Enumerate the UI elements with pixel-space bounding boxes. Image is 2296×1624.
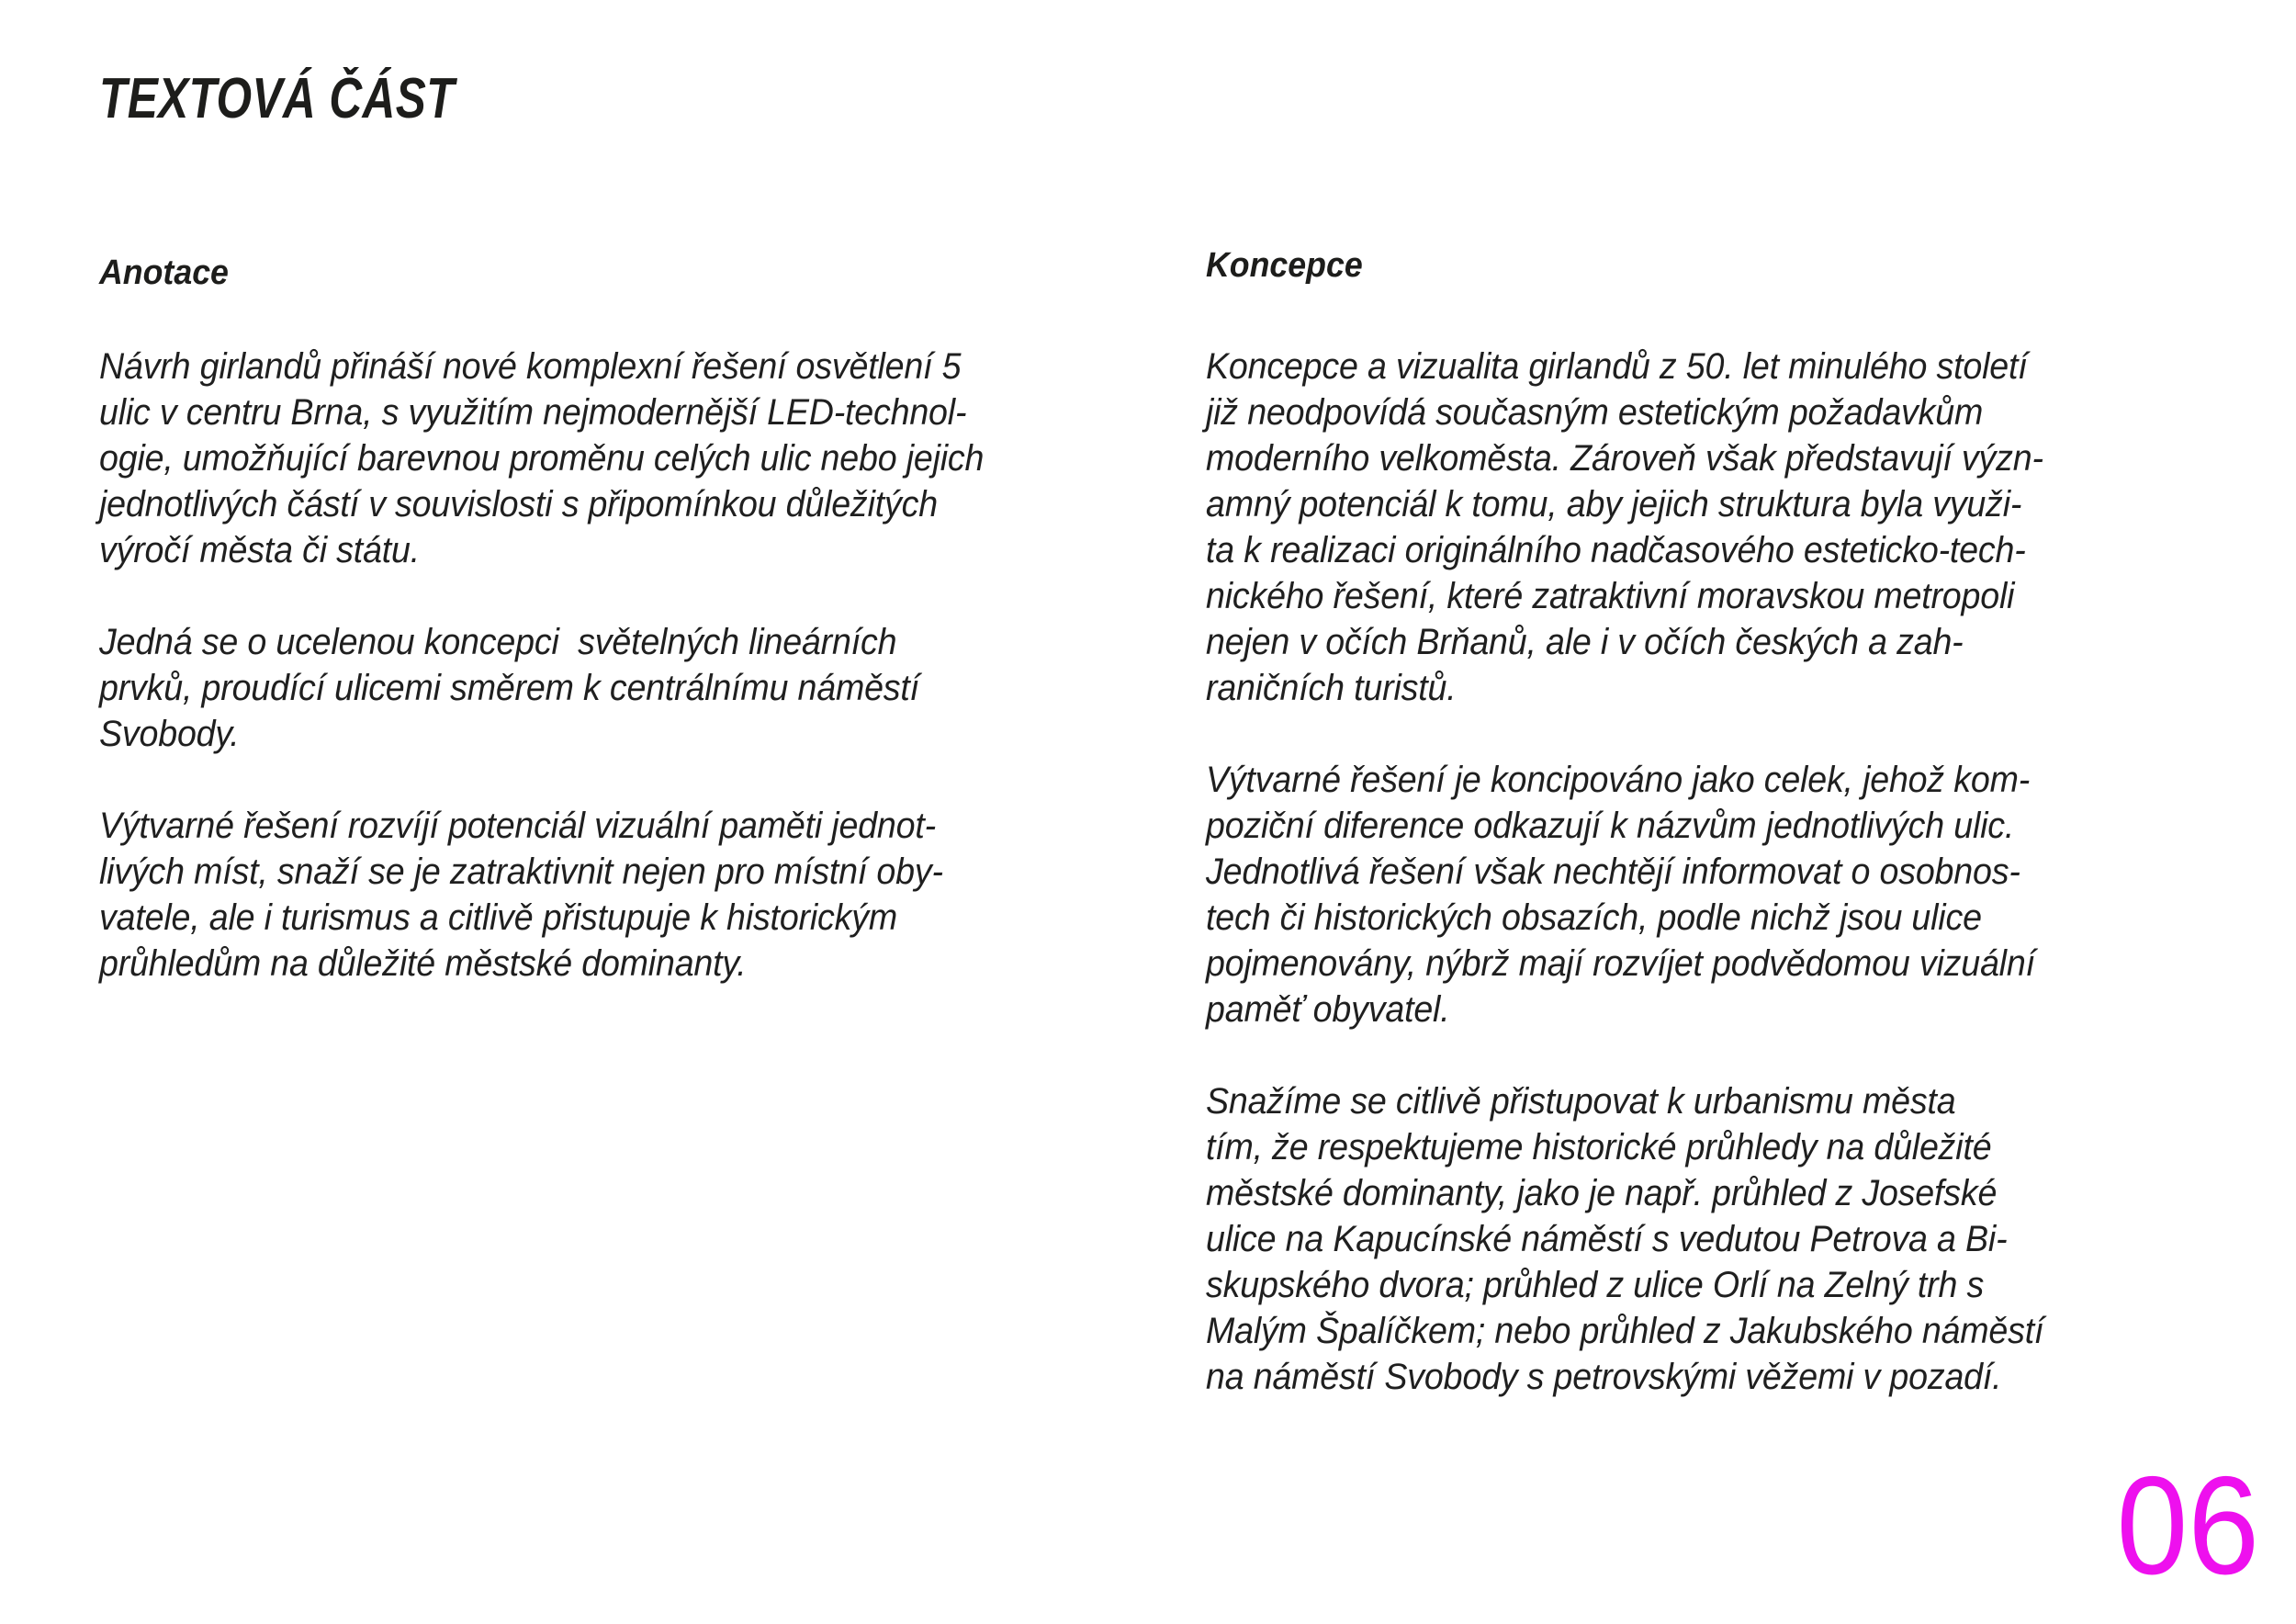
text-line: amný potenciál k tomu, aby jejich struktura byla využi- bbox=[1206, 484, 2022, 524]
text-line: skupského dvora; průhled z ulice Orlí na Zelný trh s bbox=[1206, 1265, 1985, 1305]
text-line: livých míst, snaží se je zatraktivnit nejen pro místní oby- bbox=[99, 851, 943, 892]
paragraph bbox=[99, 619, 1178, 757]
text-line: Výtvarné řešení je koncipováno jako celek, jehož kom- bbox=[1206, 760, 2031, 800]
text-line: Koncepce a vizualita girlandů z 50. let minulého století bbox=[1206, 346, 2028, 387]
text-line: průhledům na důležité městské dominanty. bbox=[99, 943, 747, 984]
paragraph bbox=[1206, 344, 2285, 711]
paragraph bbox=[1206, 1078, 2285, 1400]
text-line: ogie, umožňující barevnou proměnu celých ulic nebo jejich bbox=[99, 438, 985, 479]
text-line: vatele, ale i turismus a citlivě přistupuje k historickým bbox=[99, 897, 898, 938]
text-line: výročí města či státu. bbox=[99, 530, 420, 570]
text-line: Snažíme se citlivě přistupovat k urbanismu města bbox=[1206, 1081, 1956, 1122]
text-line: na náměstí Svobody s petrovskými věžemi v pozadí. bbox=[1206, 1357, 2002, 1397]
paragraph bbox=[99, 344, 1178, 573]
paragraph bbox=[1206, 757, 2285, 1032]
text-line: nického řešení, které zatraktivní moravskou metropoli bbox=[1206, 576, 2015, 616]
text-line: Výtvarné řešení rozvíjí potenciál vizuální paměti jednot- bbox=[99, 806, 936, 846]
text-line: paměť obyvatel. bbox=[1206, 989, 1450, 1030]
text-line: Jedná se o ucelenou koncepci světelných lineárních bbox=[99, 622, 897, 662]
text-line: raničních turistů. bbox=[1206, 668, 1457, 708]
text-line: tím, že respektujeme historické průhledy na důležité bbox=[1206, 1127, 1992, 1167]
left-column bbox=[99, 250, 1178, 987]
text-line: ulice na Kapucínské náměstí s vedutou Petrova a Bi- bbox=[1206, 1219, 2008, 1259]
text-line: již neodpovídá současným estetickým požadavkům bbox=[1206, 392, 1984, 433]
text-line: Návrh girlandů přináší nové komplexní řešení osvětlení 5 bbox=[99, 346, 962, 387]
text-line: jednotlivých částí v souvislosti s připomínkou důležitých bbox=[99, 484, 938, 524]
text-line: poziční diference odkazují k názvům jednotlivých ulic. bbox=[1206, 806, 2015, 846]
text-line: moderního velkoměsta. Zároveň však představují význ- bbox=[1206, 438, 2043, 479]
left-column-heading: Anotace bbox=[99, 254, 229, 292]
text-line: Malým Špalíčkem; nebo průhled z Jakubského náměstí bbox=[1206, 1311, 2044, 1351]
text-line: městské dominanty, jako je např. průhled z Josefské bbox=[1206, 1173, 1998, 1213]
text-line: prvků, proudící ulicemi směrem k centrálnímu náměstí bbox=[99, 668, 919, 708]
text-line: ulic v centru Brna, s využitím nejmodernější LED-technol- bbox=[99, 392, 967, 433]
page-number: 06 bbox=[2116, 1448, 2259, 1605]
text-line: tech či historických obsazích, podle nichž jsou ulice bbox=[1206, 897, 1982, 938]
right-column-heading: Koncepce bbox=[1206, 246, 1363, 285]
text-line: Jednotlivá řešení však nechtějí informovat o osobnos- bbox=[1206, 851, 2020, 892]
right-column bbox=[1206, 242, 2285, 1400]
text-line: ta k realizaci originálního nadčasového esteticko-tech- bbox=[1206, 530, 2026, 570]
paragraph bbox=[99, 803, 1178, 987]
text-line: nejen v očích Brňanů, ale i v očích českých a zah- bbox=[1206, 622, 1964, 662]
page-title: TEXTOVÁ ČÁST bbox=[99, 67, 455, 130]
text-line: Svobody. bbox=[99, 714, 240, 754]
text-line: pojmenovány, nýbrž mají rozvíjet podvědomou vizuální bbox=[1206, 943, 2035, 984]
